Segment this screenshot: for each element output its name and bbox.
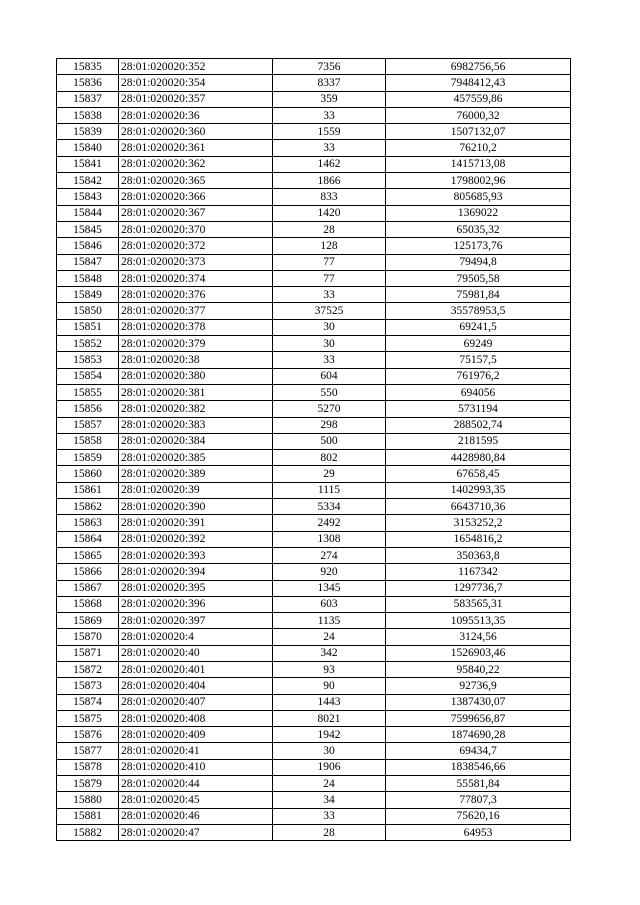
- row-number-cell: 15848: [57, 270, 119, 286]
- table-row: [57, 596, 571, 612]
- row-number-cell: 15849: [57, 287, 119, 303]
- area-cell: 1559: [273, 124, 386, 140]
- table-row: [57, 319, 571, 335]
- table-row: [57, 808, 571, 824]
- area-cell: 604: [273, 368, 386, 384]
- row-number-cell: 15876: [57, 727, 119, 743]
- data-table: [56, 58, 571, 841]
- cadastral-number-cell: 28:01:020020:394: [119, 564, 273, 580]
- value-cell: 1167342: [386, 564, 571, 580]
- area-cell: 603: [273, 596, 386, 612]
- row-number-cell: 15871: [57, 645, 119, 661]
- value-cell: 1507132,07: [386, 124, 571, 140]
- table-row: [57, 75, 571, 91]
- table-row: [57, 221, 571, 237]
- row-number-cell: 15858: [57, 433, 119, 449]
- value-cell: 1415713,08: [386, 156, 571, 172]
- row-number-cell: 15836: [57, 75, 119, 91]
- value-cell: 1798002,96: [386, 173, 571, 189]
- table-row: [57, 645, 571, 661]
- value-cell: 350363,8: [386, 547, 571, 563]
- table-row: [57, 368, 571, 384]
- row-number-cell: 15866: [57, 564, 119, 580]
- area-cell: 833: [273, 189, 386, 205]
- cadastral-number-cell: 28:01:020020:372: [119, 238, 273, 254]
- table-row: [57, 629, 571, 645]
- row-number-cell: 15845: [57, 221, 119, 237]
- row-number-cell: 15862: [57, 499, 119, 515]
- cadastral-number-cell: 28:01:020020:401: [119, 661, 273, 677]
- cadastral-number-cell: 28:01:020020:376: [119, 287, 273, 303]
- row-number-cell: 15851: [57, 319, 119, 335]
- row-number-cell: 15879: [57, 776, 119, 792]
- row-number-cell: 15837: [57, 91, 119, 107]
- cadastral-number-cell: 28:01:020020:367: [119, 205, 273, 221]
- table-row: [57, 384, 571, 400]
- value-cell: 288502,74: [386, 417, 571, 433]
- area-cell: 1308: [273, 531, 386, 547]
- area-cell: 30: [273, 743, 386, 759]
- table-row: [57, 140, 571, 156]
- value-cell: 92736,9: [386, 678, 571, 694]
- area-cell: 1942: [273, 727, 386, 743]
- table-row: [57, 303, 571, 319]
- cadastral-number-cell: 28:01:020020:357: [119, 91, 273, 107]
- table-row: [57, 678, 571, 694]
- row-number-cell: 15873: [57, 678, 119, 694]
- cadastral-number-cell: 28:01:020020:397: [119, 613, 273, 629]
- value-cell: 6643710,36: [386, 499, 571, 515]
- value-cell: 4428980,84: [386, 450, 571, 466]
- cadastral-number-cell: 28:01:020020:392: [119, 531, 273, 547]
- cadastral-number-cell: 28:01:020020:41: [119, 743, 273, 759]
- table-row: [57, 466, 571, 482]
- cadastral-number-cell: 28:01:020020:408: [119, 710, 273, 726]
- cadastral-number-cell: 28:01:020020:360: [119, 124, 273, 140]
- area-cell: 33: [273, 107, 386, 123]
- table-row: [57, 515, 571, 531]
- row-number-cell: 15840: [57, 140, 119, 156]
- area-cell: 1906: [273, 759, 386, 775]
- value-cell: 5731194: [386, 401, 571, 417]
- value-cell: 7948412,43: [386, 75, 571, 91]
- table-row: [57, 482, 571, 498]
- area-cell: 359: [273, 91, 386, 107]
- area-cell: 34: [273, 792, 386, 808]
- cadastral-number-cell: 28:01:020020:410: [119, 759, 273, 775]
- cadastral-number-cell: 28:01:020020:384: [119, 433, 273, 449]
- row-number-cell: 15844: [57, 205, 119, 221]
- row-number-cell: 15861: [57, 482, 119, 498]
- value-cell: 1654816,2: [386, 531, 571, 547]
- table-row: [57, 401, 571, 417]
- row-number-cell: 15868: [57, 596, 119, 612]
- area-cell: 90: [273, 678, 386, 694]
- row-number-cell: 15864: [57, 531, 119, 547]
- value-cell: 1297736,7: [386, 580, 571, 596]
- table-row: [57, 59, 571, 75]
- cadastral-number-cell: 28:01:020020:377: [119, 303, 273, 319]
- area-cell: 1462: [273, 156, 386, 172]
- cadastral-number-cell: 28:01:020020:362: [119, 156, 273, 172]
- table-row: [57, 727, 571, 743]
- cadastral-number-cell: 28:01:020020:383: [119, 417, 273, 433]
- area-cell: 550: [273, 384, 386, 400]
- area-cell: 7356: [273, 59, 386, 75]
- area-cell: 8337: [273, 75, 386, 91]
- value-cell: 64953: [386, 824, 571, 840]
- value-cell: 3153252,2: [386, 515, 571, 531]
- cadastral-number-cell: 28:01:020020:390: [119, 499, 273, 515]
- cadastral-number-cell: 28:01:020020:393: [119, 547, 273, 563]
- cadastral-number-cell: 28:01:020020:382: [119, 401, 273, 417]
- cadastral-number-cell: 28:01:020020:404: [119, 678, 273, 694]
- row-number-cell: 15853: [57, 352, 119, 368]
- cadastral-number-cell: 28:01:020020:38: [119, 352, 273, 368]
- table-row: [57, 776, 571, 792]
- row-number-cell: 15857: [57, 417, 119, 433]
- area-cell: 274: [273, 547, 386, 563]
- area-cell: 33: [273, 808, 386, 824]
- row-number-cell: 15875: [57, 710, 119, 726]
- value-cell: 75157,5: [386, 352, 571, 368]
- area-cell: 33: [273, 140, 386, 156]
- area-cell: 29: [273, 466, 386, 482]
- value-cell: 7599656,87: [386, 710, 571, 726]
- value-cell: 65035,32: [386, 221, 571, 237]
- table-row: [57, 661, 571, 677]
- area-cell: 33: [273, 287, 386, 303]
- area-cell: 8021: [273, 710, 386, 726]
- table-row: [57, 792, 571, 808]
- area-cell: 77: [273, 270, 386, 286]
- area-cell: 1866: [273, 173, 386, 189]
- area-cell: 1135: [273, 613, 386, 629]
- value-cell: 125173,76: [386, 238, 571, 254]
- row-number-cell: 15843: [57, 189, 119, 205]
- value-cell: 761976,2: [386, 368, 571, 384]
- cadastral-number-cell: 28:01:020020:40: [119, 645, 273, 661]
- value-cell: 2181595: [386, 433, 571, 449]
- value-cell: 457559,86: [386, 91, 571, 107]
- value-cell: 1369022: [386, 205, 571, 221]
- value-cell: 1402993,35: [386, 482, 571, 498]
- value-cell: 3124,56: [386, 629, 571, 645]
- cadastral-number-cell: 28:01:020020:396: [119, 596, 273, 612]
- row-number-cell: 15869: [57, 613, 119, 629]
- value-cell: 67658,45: [386, 466, 571, 482]
- table-row: [57, 287, 571, 303]
- row-number-cell: 15859: [57, 450, 119, 466]
- area-cell: 802: [273, 450, 386, 466]
- cadastral-number-cell: 28:01:020020:4: [119, 629, 273, 645]
- row-number-cell: 15874: [57, 694, 119, 710]
- cadastral-number-cell: 28:01:020020:361: [119, 140, 273, 156]
- value-cell: 79505,58: [386, 270, 571, 286]
- table-row: [57, 336, 571, 352]
- row-number-cell: 15839: [57, 124, 119, 140]
- value-cell: 76210,2: [386, 140, 571, 156]
- value-cell: 69241,5: [386, 319, 571, 335]
- area-cell: 30: [273, 336, 386, 352]
- value-cell: 1874690,28: [386, 727, 571, 743]
- table-row: [57, 547, 571, 563]
- value-cell: 1095513,35: [386, 613, 571, 629]
- value-cell: 1526903,46: [386, 645, 571, 661]
- area-cell: 77: [273, 254, 386, 270]
- cadastral-number-cell: 28:01:020020:36: [119, 107, 273, 123]
- table-row: [57, 238, 571, 254]
- value-cell: 77807,3: [386, 792, 571, 808]
- value-cell: 1387430,07: [386, 694, 571, 710]
- value-cell: 75620,16: [386, 808, 571, 824]
- area-cell: 920: [273, 564, 386, 580]
- table-row: [57, 254, 571, 270]
- table-row: [57, 824, 571, 840]
- cadastral-number-cell: 28:01:020020:366: [119, 189, 273, 205]
- cadastral-number-cell: 28:01:020020:39: [119, 482, 273, 498]
- row-number-cell: 15854: [57, 368, 119, 384]
- row-number-cell: 15865: [57, 547, 119, 563]
- area-cell: 1345: [273, 580, 386, 596]
- table-row: [57, 564, 571, 580]
- table-row: [57, 352, 571, 368]
- row-number-cell: 15880: [57, 792, 119, 808]
- row-number-cell: 15852: [57, 336, 119, 352]
- area-cell: 342: [273, 645, 386, 661]
- area-cell: 28: [273, 221, 386, 237]
- table-row: [57, 205, 571, 221]
- cadastral-number-cell: 28:01:020020:373: [119, 254, 273, 270]
- value-cell: 583565,31: [386, 596, 571, 612]
- area-cell: 1443: [273, 694, 386, 710]
- row-number-cell: 15867: [57, 580, 119, 596]
- table-row: [57, 694, 571, 710]
- table-row: [57, 710, 571, 726]
- cadastral-number-cell: 28:01:020020:44: [119, 776, 273, 792]
- cadastral-number-cell: 28:01:020020:46: [119, 808, 273, 824]
- value-cell: 35578953,5: [386, 303, 571, 319]
- row-number-cell: 15870: [57, 629, 119, 645]
- cadastral-number-cell: 28:01:020020:354: [119, 75, 273, 91]
- table-row: [57, 107, 571, 123]
- table-row: [57, 613, 571, 629]
- value-cell: 805685,93: [386, 189, 571, 205]
- value-cell: 76000,32: [386, 107, 571, 123]
- table-row: [57, 173, 571, 189]
- table-row: [57, 270, 571, 286]
- area-cell: 2492: [273, 515, 386, 531]
- cadastral-number-cell: 28:01:020020:379: [119, 336, 273, 352]
- table-row: [57, 580, 571, 596]
- row-number-cell: 15850: [57, 303, 119, 319]
- row-number-cell: 15863: [57, 515, 119, 531]
- value-cell: 6982756,56: [386, 59, 571, 75]
- row-number-cell: 15856: [57, 401, 119, 417]
- area-cell: 24: [273, 629, 386, 645]
- cadastral-number-cell: 28:01:020020:45: [119, 792, 273, 808]
- value-cell: 694056: [386, 384, 571, 400]
- cadastral-number-cell: 28:01:020020:385: [119, 450, 273, 466]
- table-row: [57, 156, 571, 172]
- cadastral-number-cell: 28:01:020020:380: [119, 368, 273, 384]
- table-row: [57, 124, 571, 140]
- value-cell: 1838546,66: [386, 759, 571, 775]
- area-cell: 37525: [273, 303, 386, 319]
- area-cell: 93: [273, 661, 386, 677]
- area-cell: 30: [273, 319, 386, 335]
- cadastral-number-cell: 28:01:020020:389: [119, 466, 273, 482]
- value-cell: 75981,84: [386, 287, 571, 303]
- row-number-cell: 15877: [57, 743, 119, 759]
- row-number-cell: 15881: [57, 808, 119, 824]
- area-cell: 1420: [273, 205, 386, 221]
- area-cell: 33: [273, 352, 386, 368]
- area-cell: 128: [273, 238, 386, 254]
- area-cell: 28: [273, 824, 386, 840]
- row-number-cell: 15860: [57, 466, 119, 482]
- cadastral-number-cell: 28:01:020020:47: [119, 824, 273, 840]
- cadastral-number-cell: 28:01:020020:395: [119, 580, 273, 596]
- row-number-cell: 15835: [57, 59, 119, 75]
- value-cell: 69434,7: [386, 743, 571, 759]
- row-number-cell: 15841: [57, 156, 119, 172]
- cadastral-number-cell: 28:01:020020:370: [119, 221, 273, 237]
- table-body: [57, 59, 571, 841]
- row-number-cell: 15838: [57, 107, 119, 123]
- cadastral-number-cell: 28:01:020020:378: [119, 319, 273, 335]
- row-number-cell: 15842: [57, 173, 119, 189]
- area-cell: 1115: [273, 482, 386, 498]
- table-row: [57, 531, 571, 547]
- area-cell: 5270: [273, 401, 386, 417]
- row-number-cell: 15847: [57, 254, 119, 270]
- row-number-cell: 15882: [57, 824, 119, 840]
- cadastral-number-cell: 28:01:020020:391: [119, 515, 273, 531]
- value-cell: 55581,84: [386, 776, 571, 792]
- cadastral-number-cell: 28:01:020020:381: [119, 384, 273, 400]
- cadastral-number-cell: 28:01:020020:374: [119, 270, 273, 286]
- table-row: [57, 91, 571, 107]
- table-row: [57, 450, 571, 466]
- row-number-cell: 15872: [57, 661, 119, 677]
- value-cell: 69249: [386, 336, 571, 352]
- cadastral-number-cell: 28:01:020020:352: [119, 59, 273, 75]
- table-row: [57, 417, 571, 433]
- area-cell: 500: [273, 433, 386, 449]
- table-row: [57, 759, 571, 775]
- table-row: [57, 499, 571, 515]
- value-cell: 79494,8: [386, 254, 571, 270]
- row-number-cell: 15855: [57, 384, 119, 400]
- value-cell: 95840,22: [386, 661, 571, 677]
- table-row: [57, 433, 571, 449]
- table-row: [57, 743, 571, 759]
- row-number-cell: 15846: [57, 238, 119, 254]
- cadastral-number-cell: 28:01:020020:365: [119, 173, 273, 189]
- area-cell: 5334: [273, 499, 386, 515]
- cadastral-number-cell: 28:01:020020:407: [119, 694, 273, 710]
- table-row: [57, 189, 571, 205]
- area-cell: 24: [273, 776, 386, 792]
- area-cell: 298: [273, 417, 386, 433]
- row-number-cell: 15878: [57, 759, 119, 775]
- cadastral-number-cell: 28:01:020020:409: [119, 727, 273, 743]
